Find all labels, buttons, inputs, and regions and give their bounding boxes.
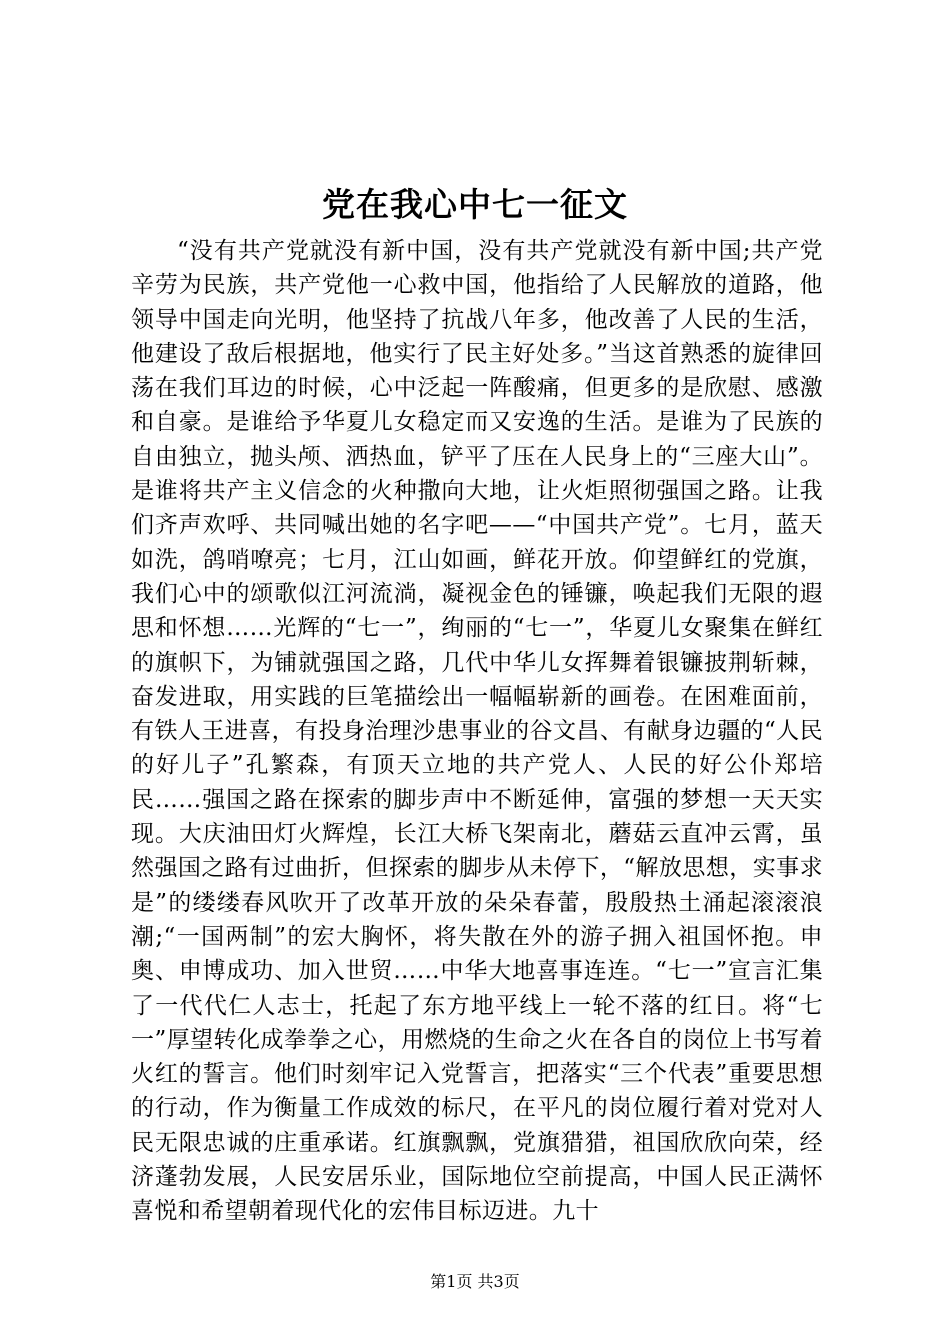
document-title: 党在我心中七一征文 [322, 185, 628, 224]
document-body-paragraph: “没有共产党就没有新中国，没有共产党就没有新中国;共产党辛劳为民族，共产党他一心救中国，他指给了人民解放的道路，他领导中国走向光明，他坚持了抗战八年多，他改善了人民的生活，他建设了敌后根据地，他实行了民主好处多。”当这首熟悉的旋律回荡在我们耳边的时候，心中泛起一阵酸痛，但更多的是欣慰、感激和自豪。是谁给予华夏儿女稳定而又安逸的生活。是谁为了民族的自由独立，抛头颅、洒热血，铲平了压在人民身上的“三座大山”。是谁将共产主义信念的火种撒向大地，让火炬照彻强国之路。让我们齐声欢呼、共同喊出她的名字吧——“中国共产党”。七月，蓝天如洗，鸽哨嘹亮；七月，江山如画，鲜花开放。仰望鲜红的党旗，我们心中的颂歌似江河流淌，凝视金色的锤镰，唤起我们无限的遐思和怀想……光辉的“七一”，绚丽的“七一”，华夏儿女聚集在鲜红的旗帜下，为铺就强国之路，几代中华儿女挥舞着银镰披荆斩棘，奋发进取，用实践的巨笔描绘出一幅幅崭新的画卷。在困难面前，有铁人王进喜，有投身治理沙患事业的谷文昌、有献身边疆的“人民的好儿子”孔繁森，有顶天立地的共产党人、人民的好公仆郑培民……强国之路在探索的脚步声中不断延伸，富强的梦想一天天实现。大庆油田灯火辉煌，长江大桥飞架南北，蘑菇云直冲云霄，虽然强国之路有过曲折，但探索的脚步从未停下，“解放思想，实事求是”的缕缕春风吹开了改革开放的朵朵春蕾，殷殷热土涌起滚滚浪潮;“一国两制”的宏大胸怀，将失散在外的游子拥入祖国怀抱。申奥、申博成功、加入世贸……中华大地喜事连连。“七一”宣言汇集了一代代仁人志士，托起了东方地平线上一轮不落的红日。将“七一”厚望转化成拳拳之心，用燃烧的生命之火在各自的岗位上书写着火红的誓言。他们时刻牢记入党誓言，把落实“三个代表”重要思想的行动，作为衡量工作成效的标尺，在平凡的岗位履行着对党对人民无限忠诚的庄重承诺。红旗飘飘，党旗猎猎，祖国欣欣向荣，经济蓬勃发展，人民安居乐业，国际地位空前提高，中国人民正满怀喜悦和希望朝着现代化的宏伟目标迈进。九十 [131, 238, 823, 1225]
page-footer: 第1页 共3页 [430, 1272, 520, 1291]
